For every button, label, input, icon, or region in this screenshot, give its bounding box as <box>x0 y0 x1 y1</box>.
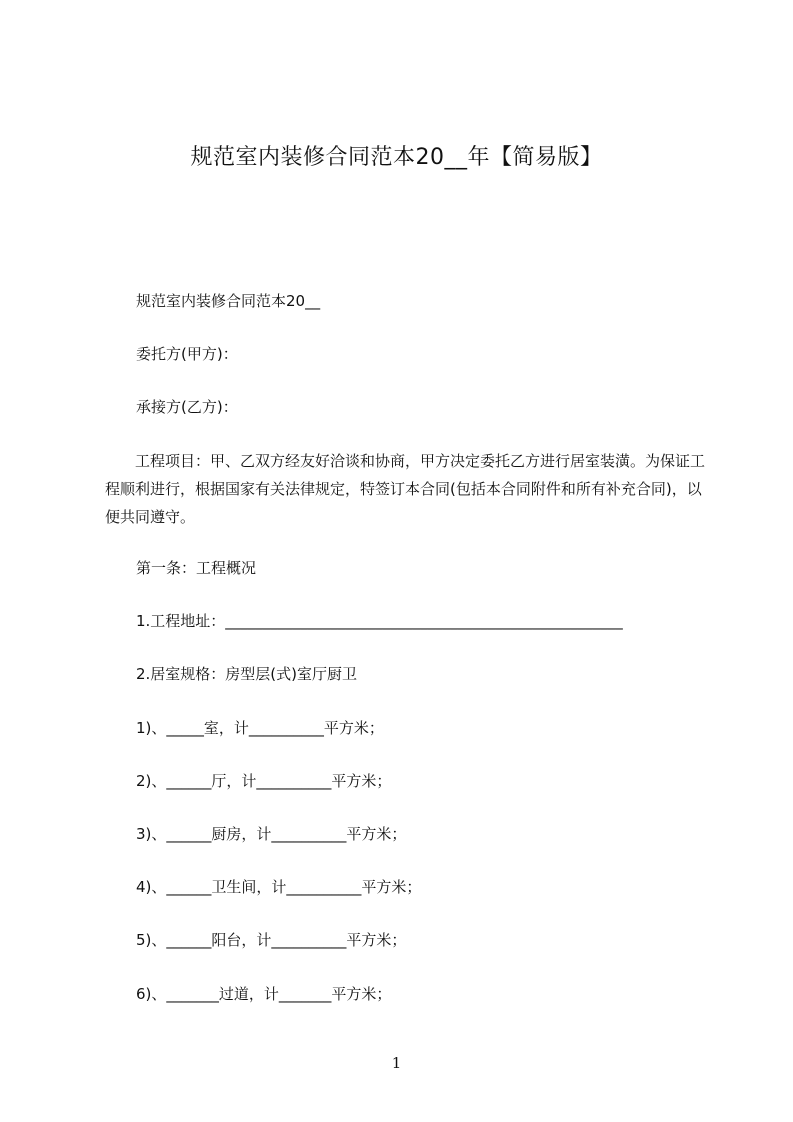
party-a-line: 委托方(甲方)： <box>136 345 238 363</box>
document-title: 规范室内装修合同范本20__年【简易版】 <box>190 145 603 170</box>
project-paragraph-text: 工程项目：甲、乙双方经友好洽谈和协商，甲方决定委托乙方进行居室装潢。为保证工程顺利进行，根据国家有关法律规定，特签订本合同(包括本合同附件和所有补充合同)，以便共同遵守。 <box>105 452 706 526</box>
list-item: 2)、______厅，计__________平方米； <box>136 772 392 790</box>
list-item: 3)、______厨房，计__________平方米； <box>136 825 407 843</box>
list-item: 1)、_____室，计__________平方米； <box>136 719 384 737</box>
list-item: 4)、______卫生间，计__________平方米； <box>136 878 422 896</box>
spec-line: 2.居室规格：房型层(式)室厅厨卫 <box>136 665 358 683</box>
address-line: 1.工程地址：_____________________________________________________ <box>136 612 623 630</box>
list-item: 5)、______阳台，计__________平方米； <box>136 931 407 949</box>
page-number: 1 <box>391 1054 402 1072</box>
list-item: 6)、_______过道，计_______平方米； <box>136 985 392 1003</box>
project-paragraph <box>105 447 705 531</box>
party-b-line: 承接方(乙方)： <box>136 398 238 416</box>
contract-heading: 规范室内装修合同范本20__ <box>136 292 321 310</box>
article-1-heading: 第一条：工程概况 <box>136 559 257 577</box>
